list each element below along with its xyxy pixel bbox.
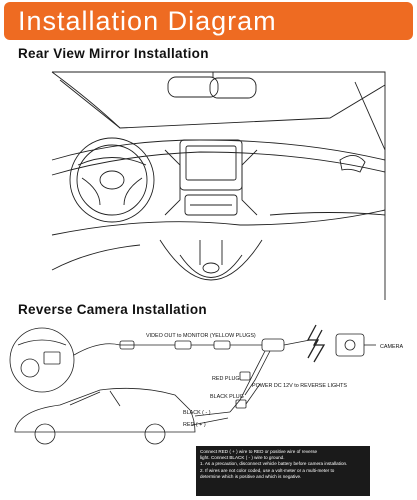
note-line: light. Connect BLACK ( - ) wire to ground.	[200, 455, 285, 461]
section-title-mirror: Rear View Mirror Installation	[18, 46, 209, 61]
note-line: Connect RED ( + ) wire to RED or positive wire of reverse	[200, 449, 318, 454]
red-plug	[240, 372, 250, 380]
car-silhouette	[15, 388, 195, 432]
black-wire-label: BLACK ( - )	[183, 410, 211, 416]
inset-interior-circle	[10, 328, 74, 392]
car-front-wheel	[35, 424, 55, 444]
wiring-notes	[196, 446, 370, 496]
camera-body	[336, 334, 364, 356]
black-plug	[236, 400, 246, 408]
connector-block	[262, 339, 284, 351]
red-wire-label: RED ( + )	[183, 422, 206, 428]
red-plug-label: RED PLUG	[212, 376, 240, 382]
video-out-label: VIDEO OUT to MONITOR (YELLOW PLUGS)	[146, 333, 256, 339]
page-title: Installation Diagram	[18, 6, 277, 36]
black-plug-label: BLACK PLUG	[210, 394, 244, 400]
power-dc-label: POWER DC 12V to REVERSE LIGHTS	[252, 383, 347, 389]
section-title-camera: Reverse Camera Installation	[18, 302, 207, 317]
note-line: 1. As a precaution, disconnect vehicle battery before camera installation.	[200, 461, 348, 467]
car-rear-wheel	[145, 424, 165, 444]
note-line: 2. If wires are not color coded, use a volt-meter or a multi-meter to	[200, 467, 335, 473]
camera-label: CAMERA	[380, 344, 404, 350]
note-line: determine which is positive and which is negative.	[200, 473, 302, 479]
